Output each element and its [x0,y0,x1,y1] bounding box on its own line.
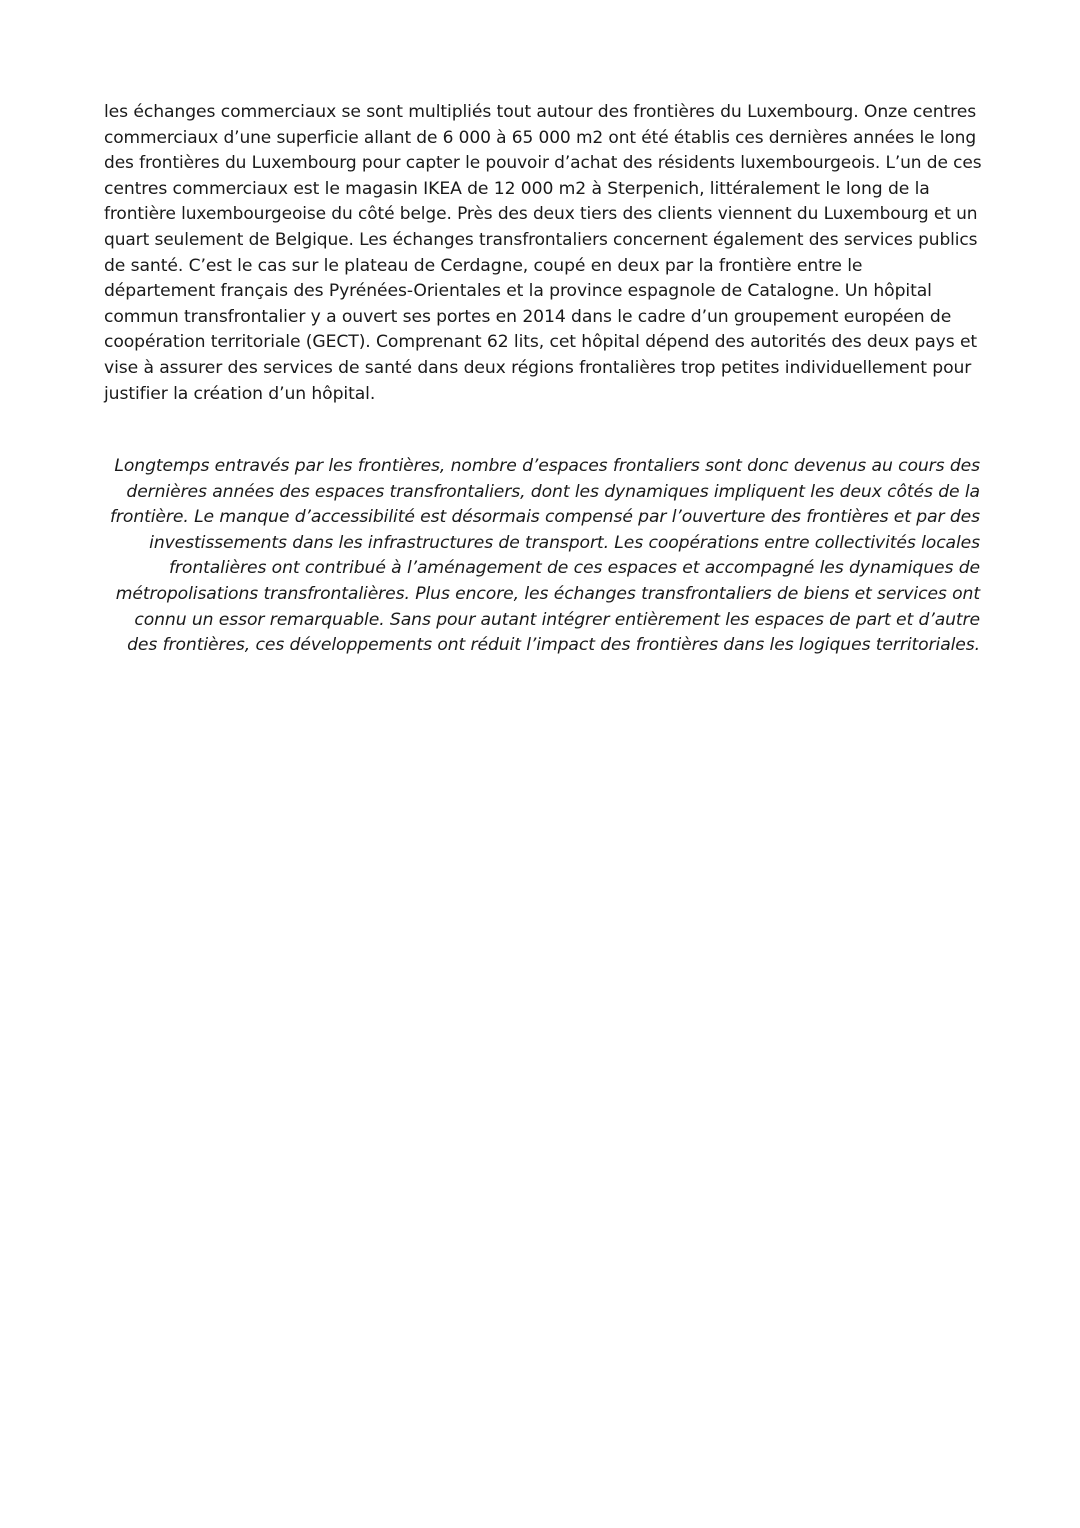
text-line: des frontières du Luxembourg pour capter le pouvoir d’achat des résidents luxembourgeois. L’un de ces [104,153,982,174]
text-line: commerciaux d’une superficie allant de 6 000 à 65 000 m2 ont été établis ces dernières années le long [104,127,977,148]
text-line: commun transfrontalier y a ouvert ses portes en 2014 dans le cadre d’un groupement européen de [104,306,952,327]
text-line: de santé. C’est le cas sur le plateau de Cerdagne, coupé en deux par la frontière entre le [104,255,863,276]
conclusion-paragraph [104,454,980,659]
text-line: justifier la création d’un hôpital. [104,383,376,404]
text-line: département français des Pyrénées-Orientales et la province espagnole de Catalogne. Un hôpital [104,281,932,302]
text-line: frontalières ont contribué à l’aménagement de ces espaces et accompagné les dynamiques de [168,558,980,579]
text-line: Longtemps entravés par les frontières, nombre d’espaces frontaliers sont donc devenus au cours des [114,456,980,476]
text-line: frontière. Le manque d’accessibilité est désormais compensé par l’ouverture des frontières et par des [109,507,980,528]
text-line: des frontières, ces développements ont réduit l’impact des frontières dans les logiques territoriales. [127,635,980,656]
text-line: frontière luxembourgeoise du côté belge. Près des deux tiers des clients viennent du Luxembourg et un [104,204,978,225]
text-line: connu un essor remarquable. Sans pour autant intégrer entièrement les espaces de part et d’autre [134,609,980,630]
text-line: quart seulement de Belgique. Les échanges transfrontaliers concernent également des services publics [104,229,978,250]
text-line: investissements dans les infrastructures de transport. Les coopérations entre collectivités locales [149,532,980,553]
text-line: les échanges commerciaux se sont multipliés tout autour des frontières du Luxembourg. Onze centres [104,102,977,122]
text-line: coopération territoriale (GECT). Comprenant 62 lits, cet hôpital dépend des autorités des deux pays et [104,332,978,353]
text-line: métropolisations transfrontalières. Plus encore, les échanges transfrontaliers de biens et services ont [115,583,980,604]
text-line: dernières années des espaces transfrontaliers, dont les dynamiques impliquent les deux côtés de la [126,481,980,502]
text-line: vise à assurer des services de santé dans deux régions frontalières trop petites individuellement pour [104,357,972,378]
text-line: centres commerciaux est le magasin IKEA de 12 000 m2 à Sterpenich, littéralement le long de la [104,178,930,199]
main-paragraph [104,100,984,407]
